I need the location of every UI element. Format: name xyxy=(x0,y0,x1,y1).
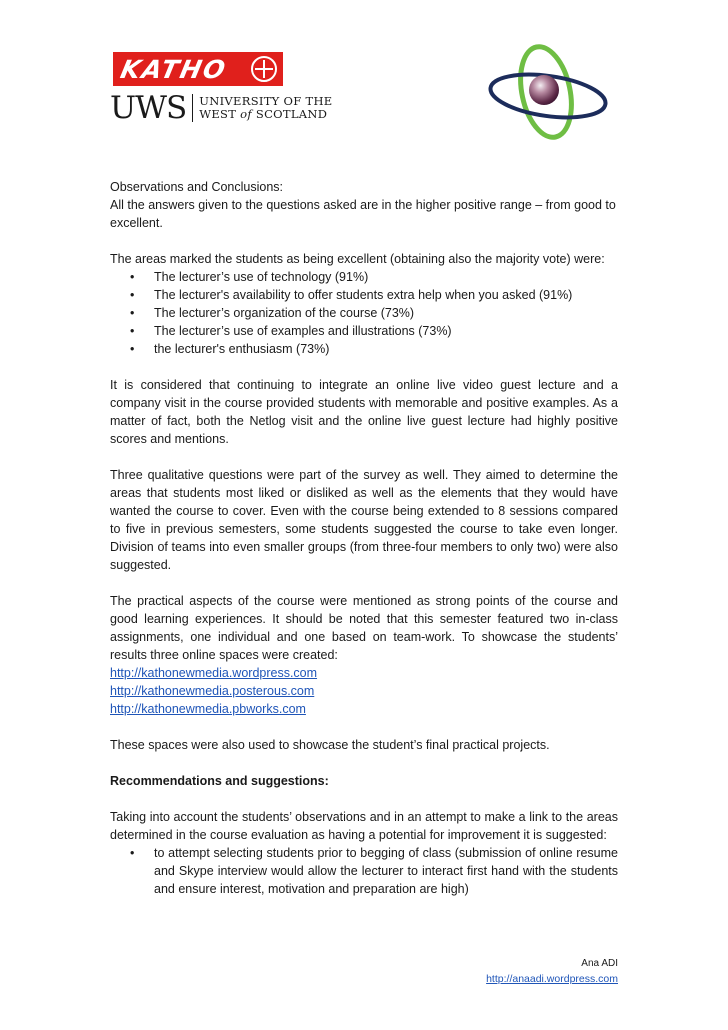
katho-logo-text: KATHO xyxy=(117,54,230,84)
uws-logo-divider xyxy=(192,94,193,122)
uws-logo xyxy=(110,91,333,125)
online-spaces-links xyxy=(110,664,618,718)
list-item: • The lecturer’s use of technology (91%) xyxy=(110,268,618,286)
list-item: • The lecturer’s organization of the course (73%) xyxy=(110,304,618,322)
recommendations-list xyxy=(110,844,618,898)
observations-text: All the answers given to the questions asked are in the higher positive range – from good to excellent. xyxy=(110,198,616,230)
uws-logo-line1: UNIVERSITY OF THE xyxy=(199,94,333,108)
globe-icon xyxy=(251,56,277,82)
footer-author: Ana ADI xyxy=(581,958,618,969)
document-body xyxy=(110,178,618,916)
uws-logo-line2-scotland: SCOTLAND xyxy=(251,107,328,121)
observations-section xyxy=(110,178,618,232)
posterous-link[interactable]: http://kathonewmedia.posterous.com xyxy=(110,684,315,698)
list-item: • The lecturer's availability to offer students extra help when you asked (91%) xyxy=(110,286,618,304)
excellent-areas-list xyxy=(110,268,618,358)
uws-logo-line2-of: of xyxy=(240,107,252,121)
recommendations-intro: Taking into account the students’ observations and in an attempt to make a link to the areas determined in the course evaluation as having a potential for improvement it is suggested: xyxy=(110,810,618,842)
list-item: • to attempt selecting students prior to begging of class (submission of online resume and Skype interview would allow the lecturer to interact first hand with the students and ensure interest, motivation and preparation are high) xyxy=(110,844,618,898)
practical-paragraph: The practical aspects of the course were mentioned as strong points of the course and good learning experiences. It should be noted that this semester featured two in-class assignments, one individual and one based on team-work. To showcase the students’ results three online spaces were created: xyxy=(110,594,618,662)
katho-logo xyxy=(113,52,283,86)
list-item: • The lecturer’s use of examples and illustrations (73%) xyxy=(110,322,618,340)
qualitative-paragraph: Three qualitative questions were part of the survey as well. They aimed to determine the areas that students most liked or disliked as well as the elements that they would have wanted the course to cover. Even with the course being extended to 8 sessions compared to five in previous semesters, some students suggested the course to take even longer. Division of teams into even smaller groups (from three-four members to only two) were also suggested. xyxy=(110,468,618,572)
footer-blog-link[interactable]: http://anaadi.wordpress.com xyxy=(486,973,618,985)
pbworks-link[interactable]: http://kathonewmedia.pbworks.com xyxy=(110,702,306,716)
uws-logo-name xyxy=(199,95,332,121)
excellent-intro: The areas marked the students as being excellent (obtaining also the majority vote) were: xyxy=(110,252,605,266)
live-lecture-paragraph: It is considered that continuing to integrate an online live video guest lecture and a company visit in the course provided students with memorable and positive examples. As a matter of fact, both the Netlog visit and the online live guest lecture had highly positive scores and mentions. xyxy=(110,378,618,446)
spaces-paragraph: These spaces were also used to showcase the student’s final practical projects. xyxy=(110,738,550,752)
uws-logo-line2-west: WEST xyxy=(199,107,241,121)
list-item: • the lecturer's enthusiasm (73%) xyxy=(110,340,618,358)
recommendations-heading: Recommendations and suggestions: xyxy=(110,774,329,788)
orbit-sphere-logo xyxy=(486,40,616,150)
uws-logo-mark: UWS xyxy=(110,89,187,126)
observations-heading: Observations and Conclusions: xyxy=(110,180,284,194)
wordpress-link[interactable]: http://kathonewmedia.wordpress.com xyxy=(110,666,318,680)
